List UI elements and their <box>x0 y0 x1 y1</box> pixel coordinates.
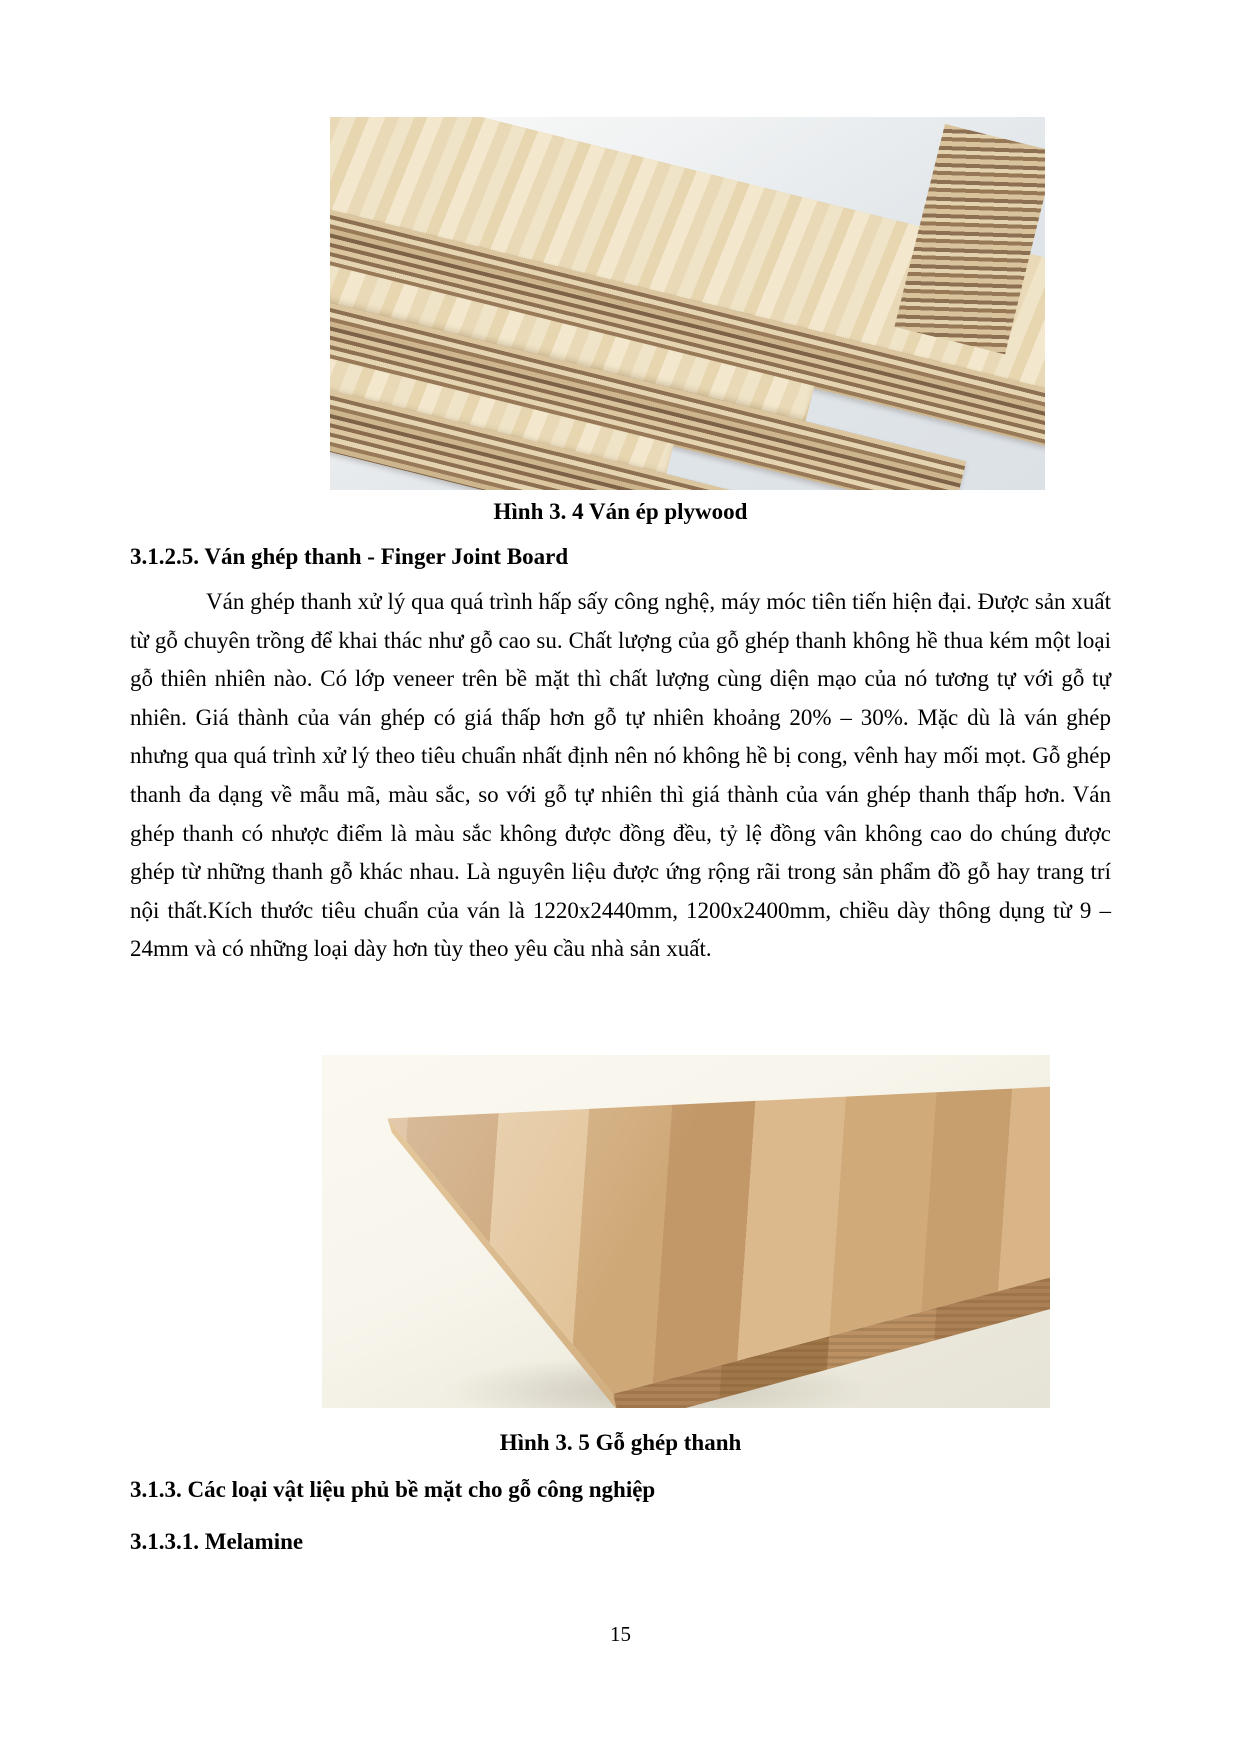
section-heading-melamine: 3.1.3.1. Melamine <box>130 1529 304 1554</box>
section-heading-finger-joint-board: 3.1.2.5. Ván ghép thanh - Finger Joint Board <box>130 544 569 569</box>
page-number: 15 <box>610 1622 631 1646</box>
section-heading-surface-materials: 3.1.3. Các loại vật liệu phủ bề mặt cho gỗ công nghiệp <box>130 1477 656 1502</box>
figure-caption-plywood: Hình 3. 4 Ván ép plywood <box>493 499 748 524</box>
figure-plywood-photo <box>330 117 1045 490</box>
figure-finger-joint-board-photo <box>322 1055 1050 1408</box>
body-paragraph: Ván ghép thanh xử lý qua quá trình hấp sấy công nghệ, máy móc tiên tiến hiện đại. Được sản xuất từ gỗ chuyên trồng để khai thác như gỗ cao su. Chất lượng của gỗ ghép thanh không hề thua kém một loại gỗ thiên nhiên nào. Có lớp veneer trên bề mặt thì chất lượng cùng diện mạo của nó tương tự với gỗ tự nhiên. Giá thành của ván ghép có giá thấp hơn gỗ tự nhiên khoảng 20% – 30%. Mặc dù là ván ghép nhưng qua quá trình xử lý theo tiêu chuẩn nhất định nên nó không hề bị cong, vênh hay mối mọt. Gỗ ghép thanh đa dạng về mẫu mã, màu sắc, so với gỗ tự nhiên thì giá thành của ván ghép thanh thấp hơn. Ván ghép thanh có nhược điểm là màu sắc không được đồng đều, tỷ lệ đồng vân không cao do chúng được ghép từ những thanh gỗ khác nhau. Là nguyên liệu được ứng rộng rãi trong sản phẩm đồ gỗ hay trang trí nội thất.Kích thước tiêu chuẩn của ván là 1220x2440mm, 1200x2400mm, chiều dày thông dụng từ 9 – 24mm và có những loại dày hơn tùy theo yêu cầu nhà sản xuất. <box>130 589 1111 962</box>
figure-caption-finger-joint: Hình 3. 5 Gỗ ghép thanh <box>499 1430 742 1455</box>
